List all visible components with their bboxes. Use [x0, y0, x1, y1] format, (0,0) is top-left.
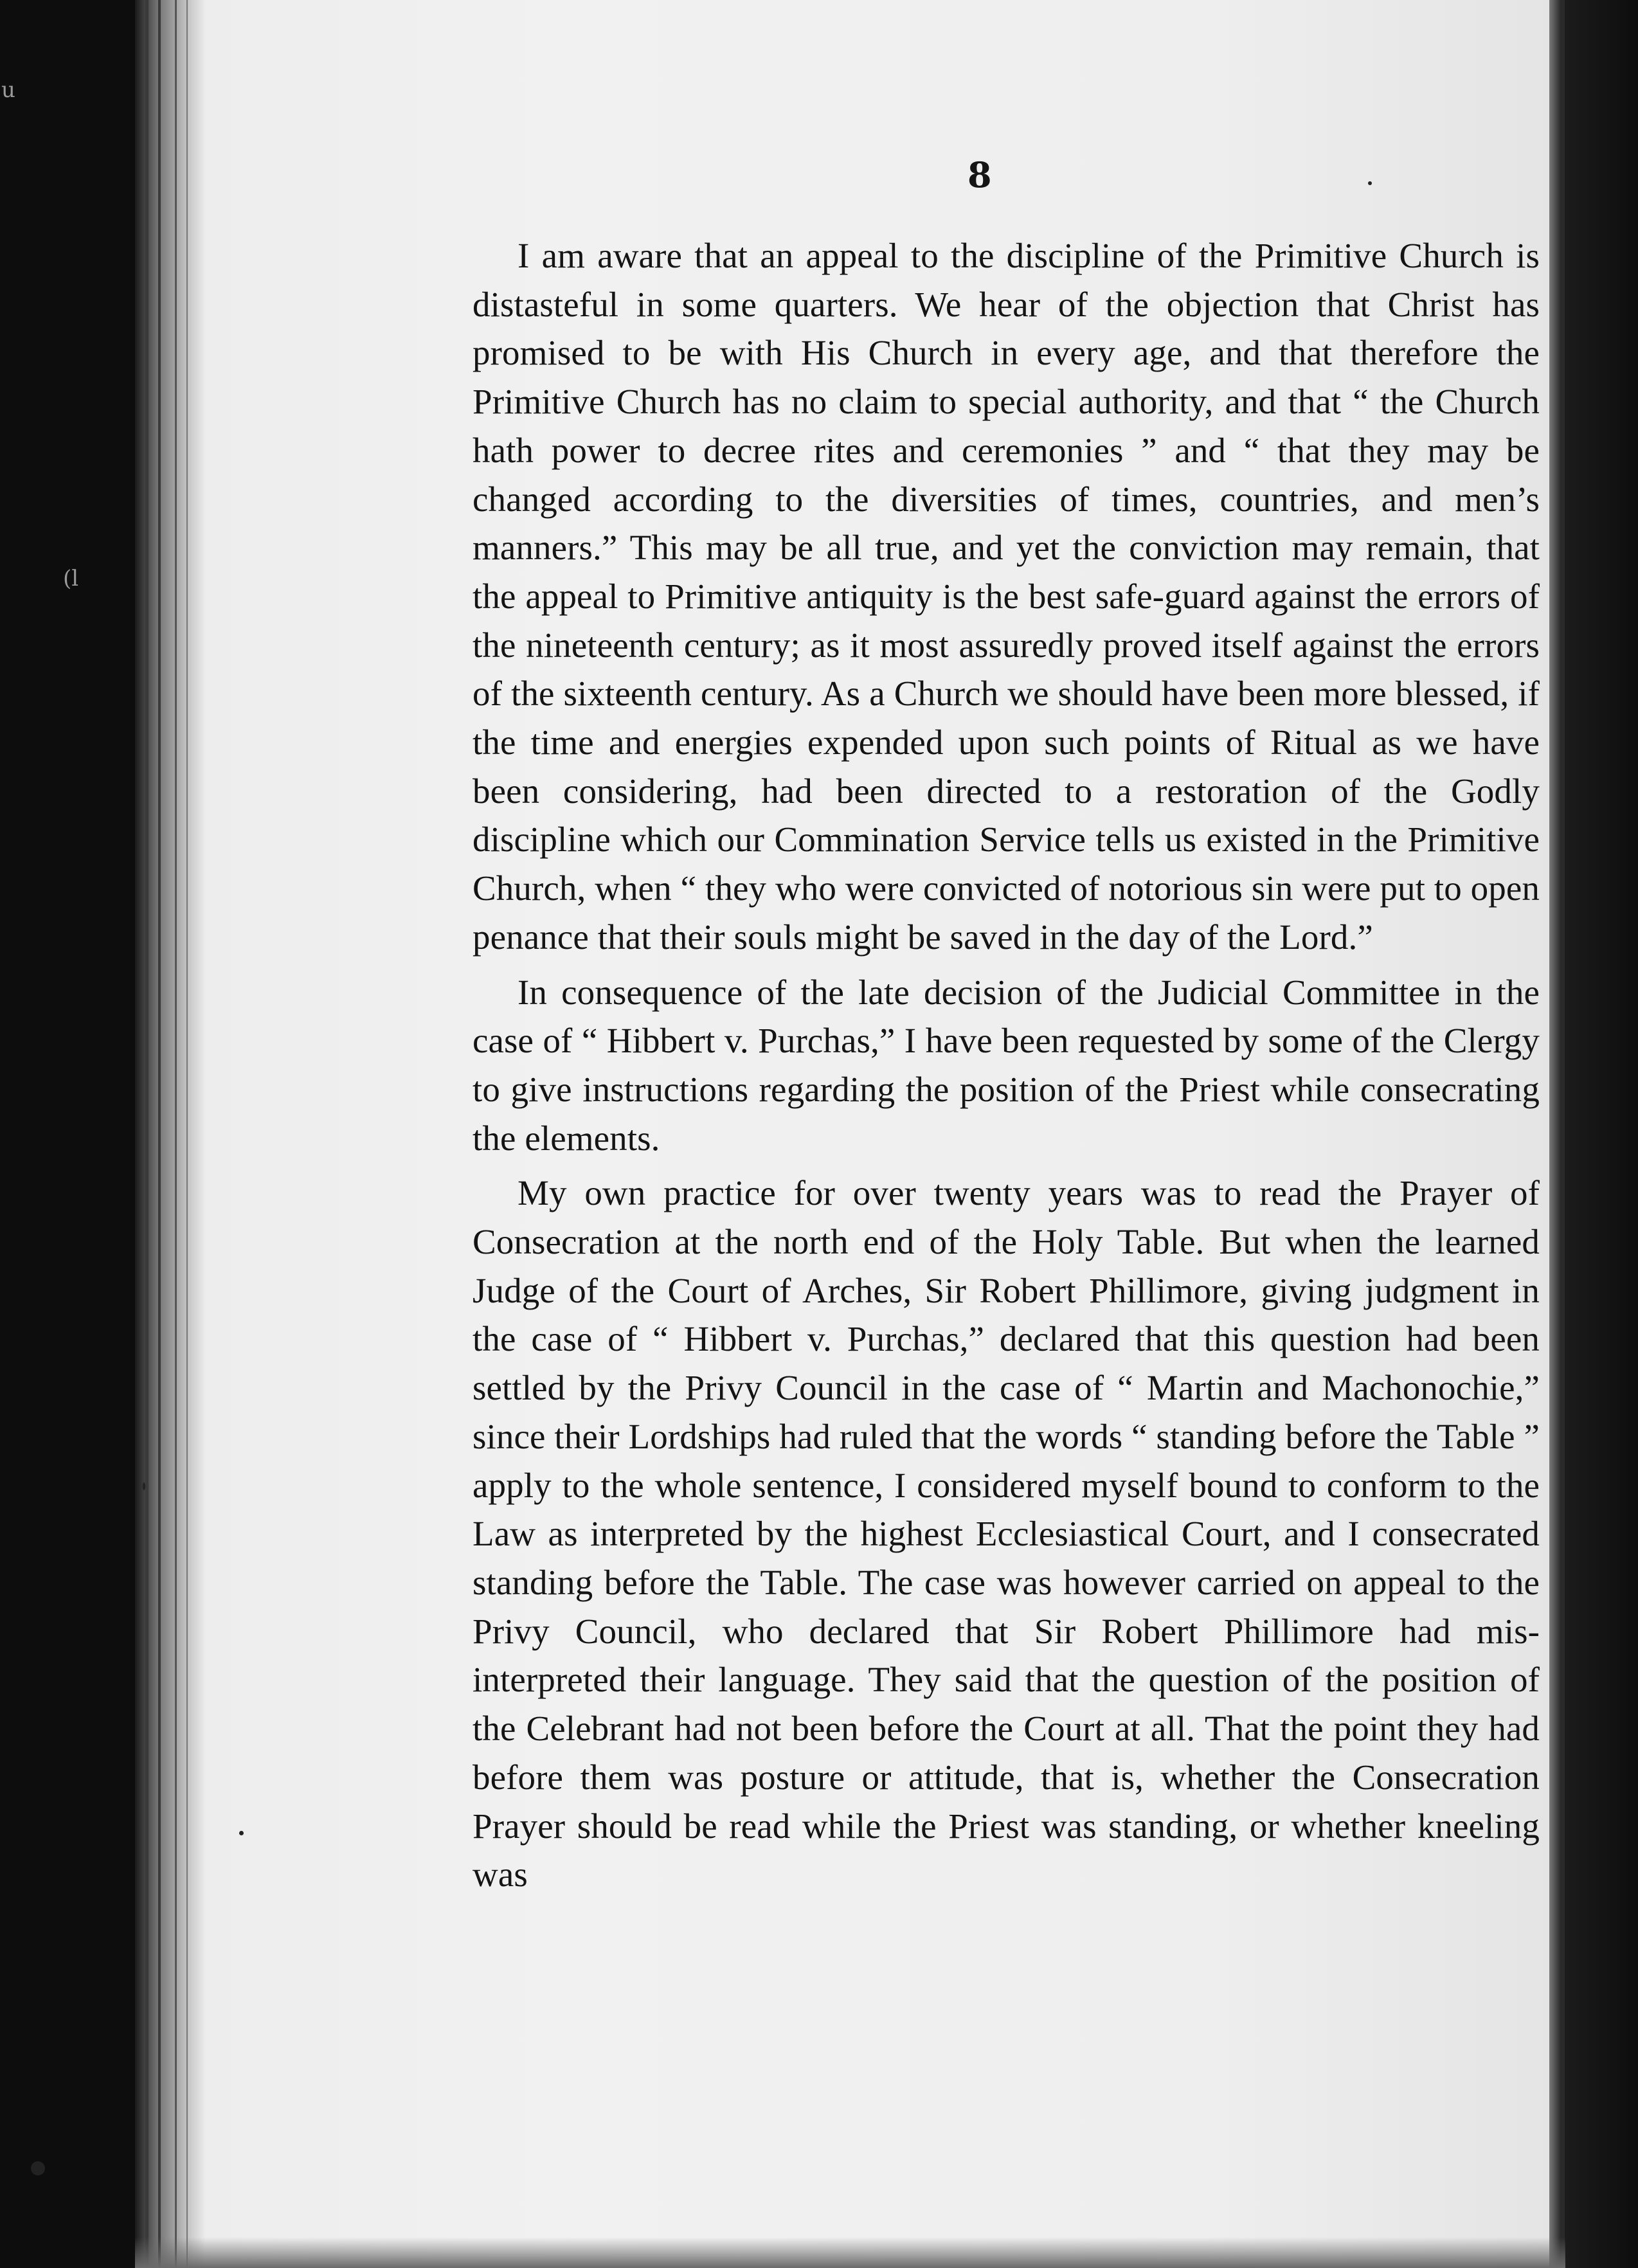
right-edge-rule	[1561, 0, 1565, 2268]
paragraph-primitive-church: I am aware that an appeal to the discipline of the Primitive Church is distasteful in some quarters. We hear of the objection that Christ has promised to be with His Church in every age, and that therefore the Primitive Church has no claim to special authority, and that “ the Church hath power to decree rites and ceremonies ” and “ that they may be changed according to the diversities of times, countries, and men’s manners.” This may be all true, and yet the conviction may remain, that the appeal to Primitive antiquity is the best safe-guard against the errors of the nineteenth century; as it most assuredly proved itself against the errors of the sixteenth century. As a Church we should have been more blessed, if the time and energies expended upon such points of Ritual as we have been considering, had been directed to a restoration of the Godly discipline which our Commination Service tells us existed in the Primitive Church, when “ they who were convicted of notorious sin were put to open penance that their souls might be saved in the day of the Lord.”	[473, 236, 1540, 957]
margin-mark-mid: (l	[63, 566, 79, 591]
scan-speck	[1368, 181, 1372, 185]
scan-speck	[31, 2161, 45, 2175]
binding-rule-3	[175, 0, 177, 2268]
scan-speck	[239, 1831, 244, 1835]
page-number: 8	[968, 154, 992, 195]
margin-mark-top: u	[1, 77, 15, 103]
body-text	[473, 231, 1540, 1899]
paragraph-judicial-committee: In consequence of the late decision of the Judicial Committee in the case of “ Hibbert v. Purchas,” I have been requested by some of the Clergy to give instructions regarding the position of the Priest while consecrating the elements.	[473, 972, 1540, 1158]
scan-speck	[143, 1482, 145, 1490]
binding-rule-2	[158, 0, 161, 2268]
bottom-page-edge	[135, 2237, 1565, 2268]
binding-rule-4	[186, 0, 188, 2268]
binding-rule-1	[145, 0, 148, 2268]
paragraph-consecration-practice: My own practice for over twenty years was to read the Prayer of Consecration at the north end of the Holy Table. But when the learned Judge of the Court of Arches, Sir Robert Phillimore, giving judgment in the case of “ Hibbert v. Purchas,” declared that this question had been settled by the Privy Council in the case of “ Martin and Machonochie,” since their Lordships had ruled that the words “ standing before the Table ” apply to the whole sentence, I considered myself bound to conform to the Law as interpreted by the highest Ecclesiastical Court, and I consecrated standing before the Table. The case was however carried on appeal to the Privy Council, who declared that Sir Robert Phillimore had mis-interpreted their language. They said that the question of the position of the Celebrant had not been before the Court at all. That the point they had before them was posture or attitude, that is, whether the Consecration Prayer should be read while the Priest was standing, or whether kneeling was	[473, 1173, 1540, 1895]
